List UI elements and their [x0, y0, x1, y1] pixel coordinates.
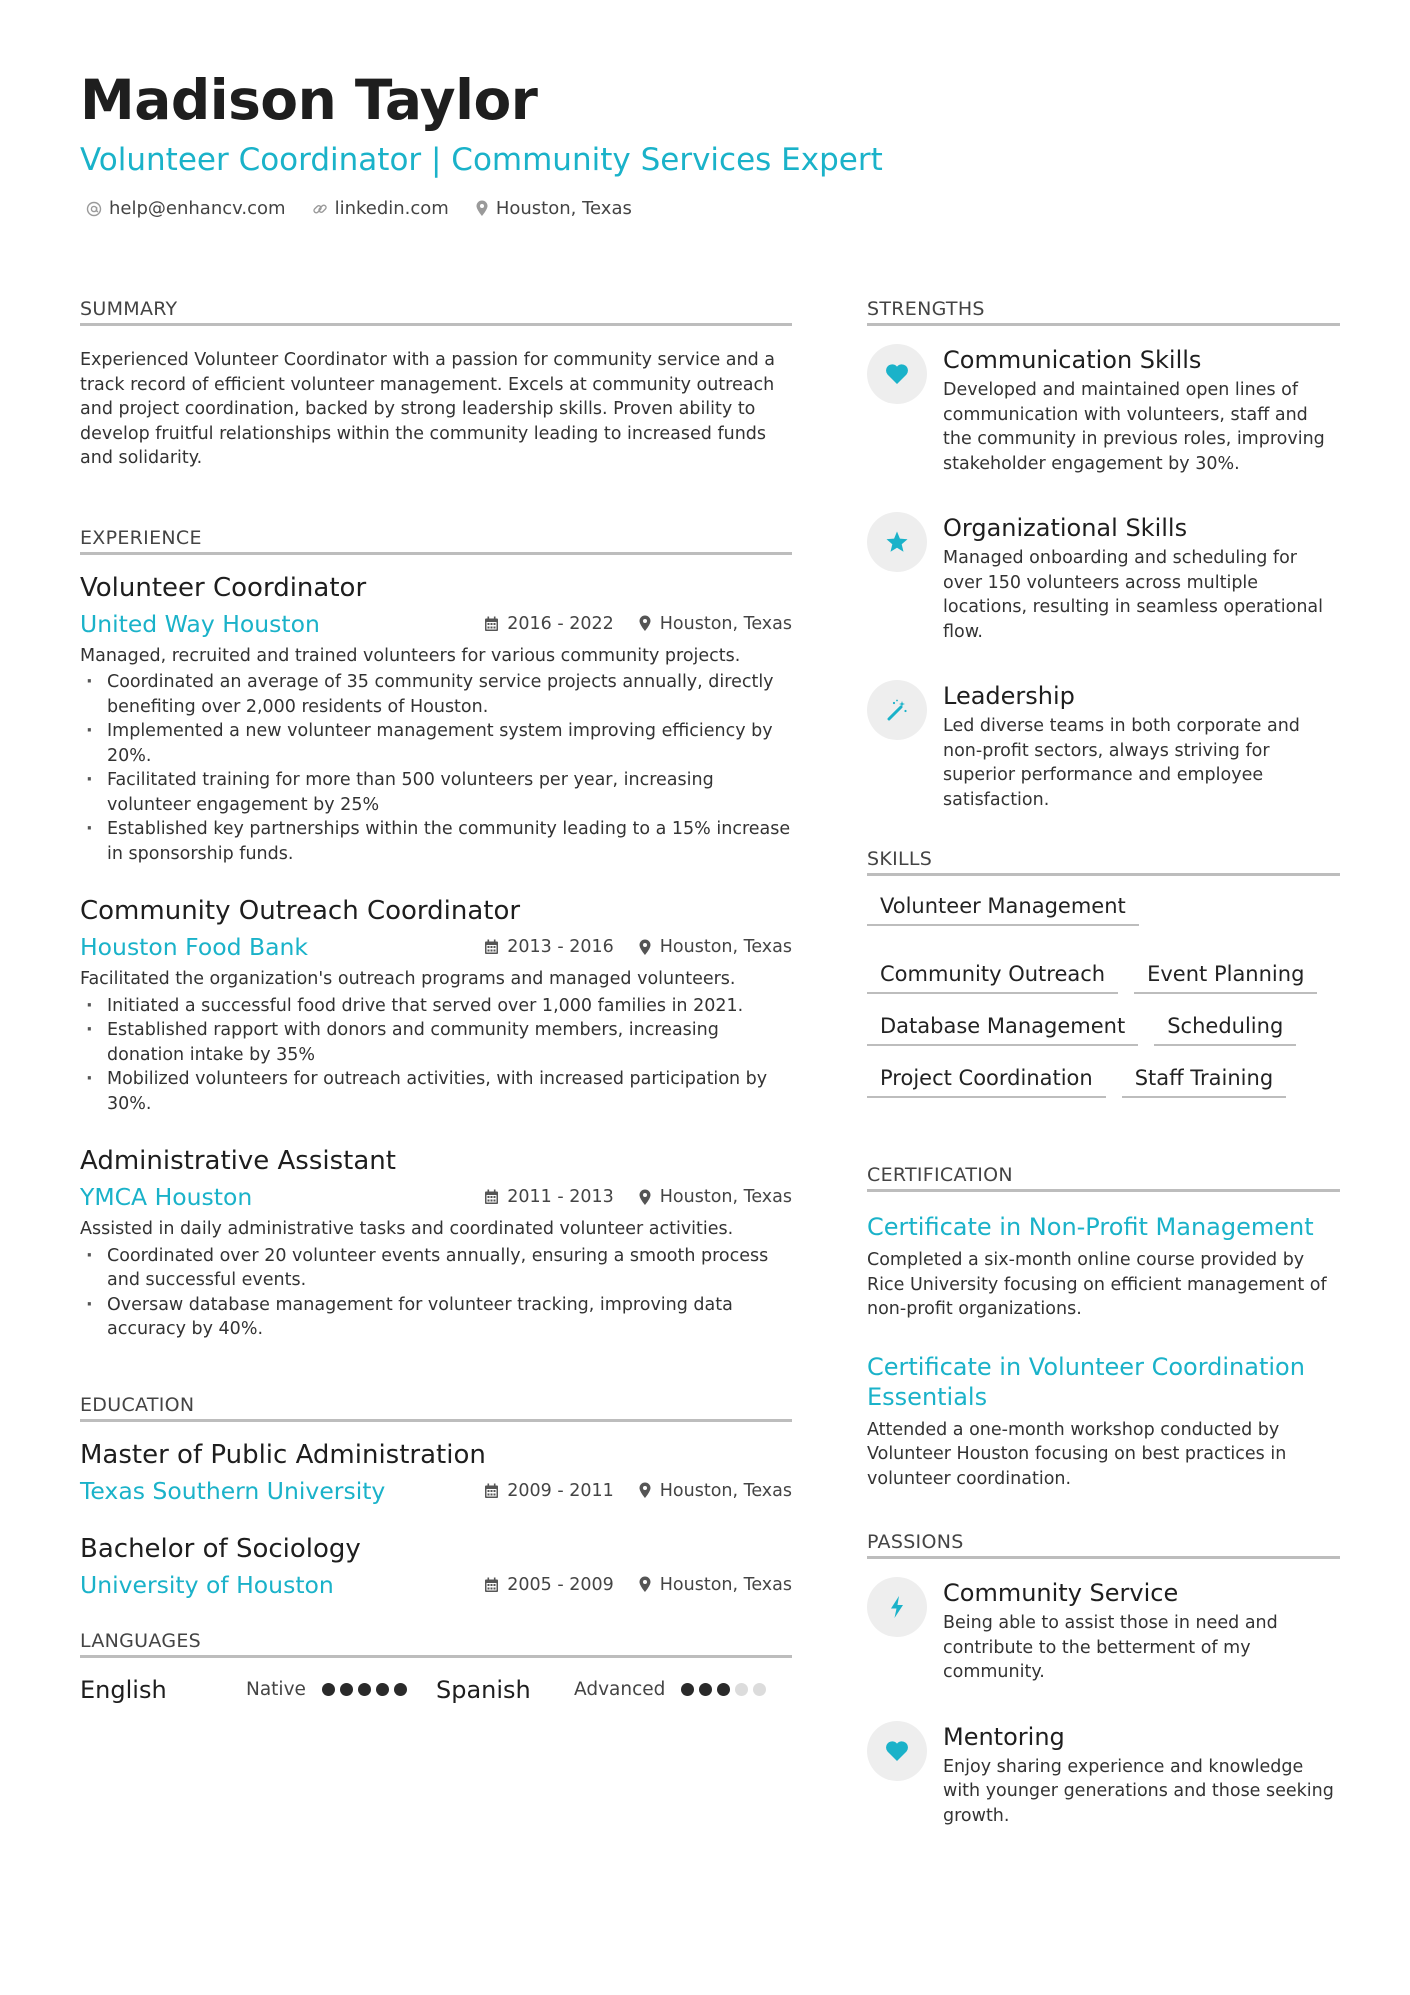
education-meta-row	[80, 1476, 792, 1506]
job-bullets	[80, 670, 792, 866]
summary-section	[80, 298, 792, 471]
rating-dot	[753, 1683, 766, 1696]
section-title-languages: LANGUAGES	[80, 1630, 792, 1658]
languages-section	[80, 1630, 792, 1704]
job-meta-row	[80, 609, 792, 639]
passion-icon-wrap	[867, 1721, 927, 1781]
location-icon	[638, 1189, 652, 1206]
language-level: Advanced	[574, 1679, 666, 1700]
education-meta-row	[80, 1570, 792, 1600]
strength-item	[867, 344, 1340, 476]
job-bullet: · Coordinated an average of 35 community service projects annually, directly benefiting over 2,000 residents of Houston.	[80, 670, 792, 719]
language-rating	[322, 1683, 407, 1696]
education-item	[80, 1532, 792, 1600]
section-title-education: EDUCATION	[80, 1394, 792, 1422]
job-location-text: Houston, Texas	[659, 1187, 792, 1207]
school-name: Texas Southern University	[80, 1476, 386, 1505]
job-location	[638, 937, 792, 957]
job-description: Facilitated the organization's outreach programs and managed volunteers.	[80, 969, 736, 989]
job-bullet: · Initiated a successful food drive that served over 1,000 families in 2021.	[80, 994, 792, 1019]
rating-dot	[699, 1683, 712, 1696]
lightning-icon	[888, 1595, 906, 1619]
strength-description: Led diverse teams in both corporate and non-profit sectors, always striving for superior performance and employee satisfaction.	[943, 716, 1300, 810]
job-bullet: · Mobilized volunteers for outreach activities, with increased participation by 30%.	[80, 1067, 792, 1116]
job-location-text: Houston, Texas	[659, 613, 792, 634]
experience-item	[80, 894, 792, 1116]
calendar-icon	[484, 1189, 499, 1205]
contact-email[interactable]	[86, 198, 286, 219]
education-location-text: Houston, Texas	[659, 1480, 792, 1501]
language-rating	[681, 1683, 766, 1696]
experience-item	[80, 1144, 792, 1342]
strength-body	[943, 512, 1340, 644]
strength-item	[867, 512, 1340, 644]
strength-item	[867, 680, 1340, 812]
language-item	[436, 1676, 792, 1704]
job-title: Administrative Assistant	[80, 1146, 396, 1176]
school-name: University of Houston	[80, 1570, 334, 1599]
rating-dot	[717, 1683, 730, 1696]
strength-icon-wrap	[867, 344, 927, 404]
strength-description: Managed onboarding and scheduling for over 150 volunteers across multiple locations, resulting in seamless operational flow.	[943, 548, 1324, 642]
rating-dot	[394, 1683, 407, 1696]
passion-body	[943, 1721, 1340, 1829]
heart-icon	[885, 1740, 909, 1762]
company-name: YMCA Houston	[80, 1183, 253, 1211]
education-dates-text: 2009 - 2011	[507, 1480, 614, 1501]
location-icon	[638, 1576, 652, 1593]
job-meta-row	[80, 1182, 792, 1212]
passion-title: Community Service	[943, 1579, 1179, 1607]
job-bullet: · Oversaw database management for volunteer tracking, improving data accuracy by 40%.	[80, 1293, 792, 1342]
strength-icon-wrap	[867, 512, 927, 572]
certification-item	[867, 1352, 1340, 1492]
education-dates-text: 2005 - 2009	[507, 1574, 614, 1595]
passion-icon-wrap	[867, 1577, 927, 1637]
location-icon	[638, 939, 652, 956]
rating-dot	[340, 1683, 353, 1696]
job-meta	[484, 1187, 792, 1207]
skill-tag: Database Management	[867, 1010, 1138, 1046]
strength-description: Developed and maintained open lines of communication with volunteers, staff and the community in previous roles, improving stakeholder engagement by 30%.	[943, 380, 1325, 474]
job-location	[638, 1187, 792, 1207]
job-dates	[484, 937, 614, 957]
company-name: Houston Food Bank	[80, 933, 308, 961]
calendar-icon	[484, 616, 499, 632]
job-bullets	[80, 1244, 792, 1342]
rating-dot	[322, 1683, 335, 1696]
certification-item	[867, 1212, 1340, 1322]
job-dates-text: 2016 - 2022	[507, 613, 614, 634]
strength-body	[943, 344, 1340, 476]
company-name: United Way Houston	[80, 609, 320, 638]
education-dates	[484, 1481, 614, 1501]
certification-section	[867, 1164, 1340, 1491]
strength-icon-wrap	[867, 680, 927, 740]
contact-email-text: help@enhancv.com	[109, 198, 286, 219]
strengths-section	[867, 298, 1340, 812]
passion-body	[943, 1577, 1340, 1685]
calendar-icon	[484, 1483, 499, 1499]
passion-description: Enjoy sharing experience and knowledge with younger generations and those seeking growth.	[943, 1756, 1334, 1826]
location-icon	[638, 615, 652, 632]
summary-text: Experienced Volunteer Coordinator with a passion for community service and a track record of efficient volunteer management. Excels at community outreach and project coordination, backed by strong leadership skills. Proven ability to develop fruitful relationships within the community leading to increased funds and solidarity.	[80, 350, 776, 468]
contact-linkedin[interactable]	[312, 198, 449, 219]
passion-title: Mentoring	[943, 1722, 1065, 1751]
skill-tag: Volunteer Management	[867, 890, 1139, 926]
skills-list	[867, 890, 1340, 1098]
certification-title: Certificate in Non-Profit Management	[867, 1213, 1314, 1241]
skill-tag: Event Planning	[1134, 958, 1317, 994]
strength-body	[943, 680, 1340, 812]
rating-dot	[376, 1683, 389, 1696]
location-icon	[638, 1482, 652, 1499]
right-column	[867, 298, 1340, 1864]
section-title-experience: EXPERIENCE	[80, 527, 792, 555]
strength-title: Organizational Skills	[943, 514, 1188, 542]
location-icon	[475, 200, 489, 217]
heart-icon	[885, 363, 909, 385]
magic-wand-icon	[885, 698, 909, 722]
section-title-certification: CERTIFICATION	[867, 1164, 1340, 1192]
education-location	[638, 1575, 792, 1595]
experience-item	[80, 571, 792, 867]
job-meta	[484, 614, 792, 634]
passion-item	[867, 1577, 1340, 1685]
education-location	[638, 1481, 792, 1501]
rating-dot	[681, 1683, 694, 1696]
contact-linkedin-text: linkedin.com	[334, 198, 449, 219]
degree-title: Bachelor of Sociology	[80, 1533, 361, 1564]
degree-title: Master of Public Administration	[80, 1439, 486, 1470]
education-meta	[484, 1481, 792, 1501]
job-bullet: · Established key partnerships within the community leading to a 15% increase in sponsorship funds.	[80, 817, 792, 866]
job-location-text: Houston, Texas	[659, 937, 792, 957]
contact-location	[475, 198, 632, 219]
job-dates-text: 2011 - 2013	[507, 1187, 614, 1207]
job-bullets	[80, 994, 792, 1117]
contact-location-text: Houston, Texas	[495, 198, 632, 219]
job-title: Community Outreach Coordinator	[80, 896, 521, 926]
candidate-name: Madison Taylor	[80, 68, 538, 132]
language-name: English	[80, 1675, 167, 1704]
job-bullet: · Established rapport with donors and community members, increasing donation intake by 35%	[80, 1018, 792, 1067]
passion-description: Being able to assist those in need and contribute to the betterment of my community.	[943, 1613, 1278, 1682]
certification-title: Certificate in Volunteer Coordination Essentials	[867, 1352, 1305, 1411]
section-title-strengths: STRENGTHS	[867, 298, 1340, 326]
passions-section	[867, 1531, 1340, 1828]
job-bullet: · Facilitated training for more than 500 volunteers per year, increasing volunteer engagement by 25%	[80, 768, 792, 817]
skills-section	[867, 848, 1340, 1098]
candidate-headline: Volunteer Coordinator | Community Services Expert	[80, 142, 883, 178]
job-dates-text: 2013 - 2016	[507, 937, 614, 957]
contact-bar	[86, 198, 632, 219]
certification-description: Completed a six-month online course provided by Rice University focusing on efficient management of non-profit organizations.	[867, 1250, 1327, 1319]
job-title: Volunteer Coordinator	[80, 572, 367, 603]
education-section	[80, 1394, 792, 1600]
job-description: Assisted in daily administrative tasks and coordinated volunteer activities.	[80, 1219, 734, 1239]
section-title-passions: PASSIONS	[867, 1531, 1340, 1559]
section-title-skills: SKILLS	[867, 848, 1340, 876]
skill-tag: Project Coordination	[867, 1062, 1106, 1098]
education-dates	[484, 1575, 614, 1595]
skill-tag: Community Outreach	[867, 958, 1118, 994]
education-meta	[484, 1575, 792, 1595]
job-location	[638, 614, 792, 634]
education-location-text: Houston, Texas	[659, 1574, 792, 1595]
skill-tag: Staff Training	[1122, 1062, 1286, 1098]
certification-description: Attended a one-month workshop conducted by Volunteer Houston focusing on best practices in volunteer coordination.	[867, 1419, 1287, 1489]
languages-list	[80, 1676, 792, 1704]
left-column	[80, 298, 792, 1704]
job-meta-row	[80, 932, 792, 962]
at-icon	[86, 201, 102, 217]
skill-tag: Scheduling	[1154, 1010, 1296, 1046]
job-dates	[484, 614, 614, 634]
calendar-icon	[484, 1577, 499, 1593]
strength-title: Leadership	[943, 682, 1075, 710]
job-meta	[484, 937, 792, 957]
job-description: Managed, recruited and trained volunteers for various community projects.	[80, 645, 741, 666]
language-level: Native	[246, 1679, 306, 1700]
education-item	[80, 1438, 792, 1506]
strength-title: Communication Skills	[943, 346, 1202, 374]
passion-item	[867, 1721, 1340, 1829]
calendar-icon	[484, 939, 499, 955]
section-title-summary: SUMMARY	[80, 298, 792, 326]
experience-section	[80, 527, 792, 1342]
star-icon	[885, 530, 909, 554]
language-item	[80, 1676, 436, 1704]
link-icon	[312, 201, 328, 217]
job-dates	[484, 1187, 614, 1207]
language-name: Spanish	[436, 1675, 531, 1704]
rating-dot	[358, 1683, 371, 1696]
job-bullet: · Implemented a new volunteer management system improving efficiency by 20%.	[80, 719, 792, 768]
rating-dot	[735, 1683, 748, 1696]
job-bullet: · Coordinated over 20 volunteer events annually, ensuring a smooth process and successful events.	[80, 1244, 792, 1293]
